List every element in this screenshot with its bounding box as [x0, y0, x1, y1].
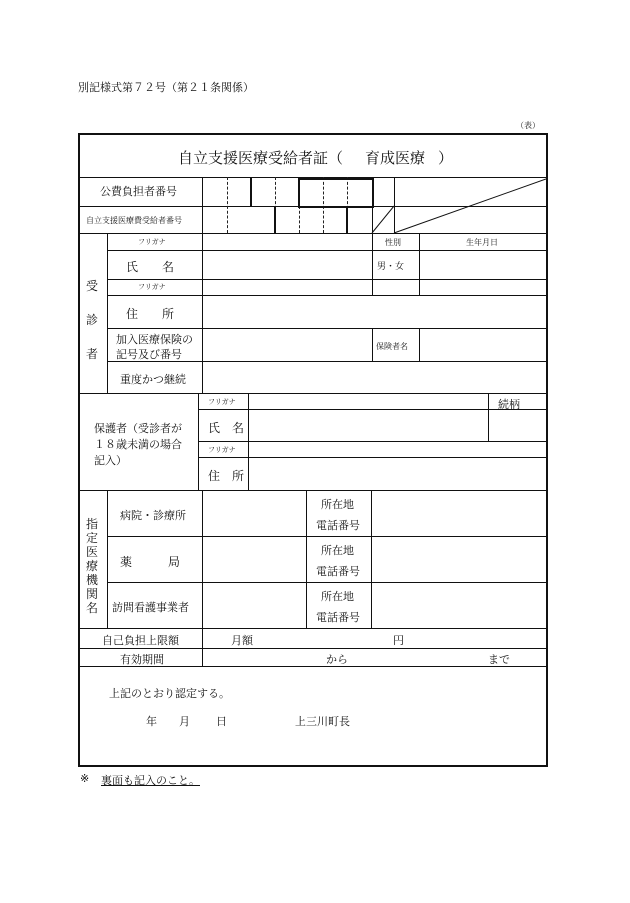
title-main: 自立支援医療受給者証（ [178, 149, 344, 167]
gender-label: 性別 [385, 238, 401, 247]
form-number: 別記様式第７２号（第２１条関係） [78, 81, 254, 94]
guardian-furigana-label: フリガナ [208, 398, 236, 406]
footer-note-mark: ※ [80, 772, 90, 785]
nursing-label: 訪問看護事業者 [112, 601, 189, 614]
relation-label: 続柄 [498, 398, 520, 411]
pharmacy-label: 薬 局 [120, 555, 181, 569]
phone-label-1: 電話番号 [316, 519, 360, 532]
validity-label: 有効期間 [120, 653, 164, 666]
facility-group-label: 指定医療機関名 [86, 517, 99, 615]
certification-statement: 上記のとおり認定する。 [109, 687, 230, 700]
title-program: 育成医療 [365, 149, 426, 167]
insurance-label-line1: 加入医療保険の [116, 333, 193, 346]
phone-label-2: 電話番号 [316, 565, 360, 578]
certificate-frame [78, 133, 548, 767]
year-label: 年 [146, 715, 157, 728]
day-label: 日 [216, 715, 227, 728]
patient-address-label: 住 所 [126, 307, 175, 321]
insurance-label-line2: 記号及び番号 [116, 348, 182, 361]
gender-value: 男・女 [377, 262, 405, 272]
issuer-label: 上三川町長 [295, 715, 350, 728]
location-label-3: 所在地 [321, 590, 354, 603]
patient-name-label: 氏 名 [126, 260, 175, 274]
guardian-label-line1: 保護者（受診者が [94, 422, 182, 435]
from-label: から [326, 653, 348, 666]
title-close: ） [438, 149, 454, 167]
self-pay-limit-label: 自己負担上限額 [102, 634, 179, 647]
birth-date-label: 生年月日 [466, 238, 498, 247]
month-label: 月 [179, 715, 190, 728]
until-label: まで [488, 653, 510, 666]
insured-name-label: 保険者名 [376, 342, 408, 351]
phone-label-3: 電話番号 [316, 611, 360, 624]
patient-furigana-label2: フリガナ [138, 283, 166, 291]
severe-continuous-label: 重度かつ継続 [120, 373, 186, 386]
yen-label: 円 [393, 634, 404, 647]
location-label-2: 所在地 [321, 544, 354, 557]
patient-group-label: 受診者 [85, 279, 98, 361]
footer-note-text: 裏面も記入のこと。 [101, 774, 200, 787]
location-label-1: 所在地 [321, 498, 354, 511]
guardian-name-label: 氏 名 [208, 421, 245, 435]
guardian-furigana-label2: フリガナ [208, 446, 236, 454]
monthly-label: 月額 [231, 634, 253, 647]
recipient-number-label: 自立支援医療費受給者番号 [86, 216, 182, 225]
side-marker: （表） [516, 121, 540, 130]
guardian-label-line2: １８歳未満の場合 [94, 438, 182, 451]
public-payer-label: 公費負担者番号 [100, 185, 177, 198]
guardian-address-label: 住 所 [208, 469, 245, 483]
guardian-label-line3: 記入） [94, 454, 127, 467]
hospital-label: 病院・診療所 [120, 509, 186, 522]
patient-furigana-label: フリガナ [138, 238, 166, 246]
